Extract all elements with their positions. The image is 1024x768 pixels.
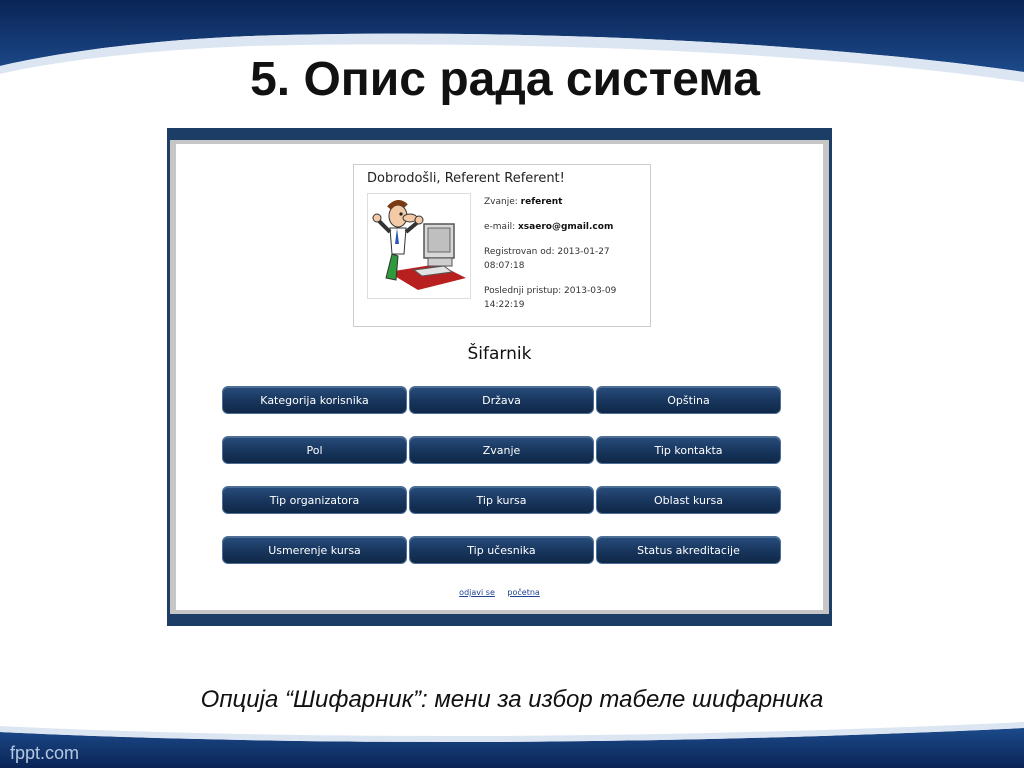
btn-kategorija-korisnika[interactable]: Kategorija korisnika (222, 386, 407, 414)
footer-links (176, 588, 823, 597)
btn-opstina[interactable]: Opština (596, 386, 781, 414)
user-title-row (484, 195, 644, 209)
btn-oblast-kursa[interactable]: Oblast kursa (596, 486, 781, 514)
slide-title: 5. Опис рада система (250, 53, 760, 106)
home-link[interactable]: početna (507, 588, 540, 597)
user-title-value: referent (520, 197, 563, 207)
last-access-label: Poslednji pristup: 2013-03-09 (484, 286, 617, 296)
btn-status-akreditacije[interactable]: Status akreditacije (596, 536, 781, 564)
user-info (484, 195, 644, 323)
btn-tip-ucesnika[interactable]: Tip učesnika (409, 536, 594, 564)
btn-drzava[interactable]: Država (409, 386, 594, 414)
section-title-sifarnik: Šifarnik (467, 344, 532, 364)
user-avatar (367, 193, 471, 299)
user-email-row (484, 220, 644, 234)
user-title-label: Zvanje: (484, 197, 518, 207)
browser-viewport (170, 140, 829, 614)
last-access-time: 14:22:19 (484, 300, 525, 310)
btn-tip-kursa[interactable]: Tip kursa (409, 486, 594, 514)
last-access-row (484, 284, 644, 312)
logout-link[interactable]: odjavi se (459, 588, 495, 597)
app-screenshot (167, 128, 832, 626)
slide-bottom-band (0, 718, 1024, 768)
footer-logo: fppt.com (10, 743, 80, 763)
btn-usmerenje-kursa[interactable]: Usmerenje kursa (222, 536, 407, 564)
registered-time: 08:07:18 (484, 261, 525, 271)
btn-zvanje[interactable]: Zvanje (409, 436, 594, 464)
btn-tip-organizatora[interactable]: Tip organizatora (222, 486, 407, 514)
btn-tip-kontakta[interactable]: Tip kontakta (596, 436, 781, 464)
app-page (176, 144, 823, 610)
slide-caption: Опција “Шифарник”: мени за избор табеле шифарника (200, 686, 824, 713)
registered-row (484, 245, 644, 273)
btn-pol[interactable]: Pol (222, 436, 407, 464)
user-email-label: e-mail: (484, 222, 516, 232)
welcome-panel (353, 164, 651, 327)
welcome-title: Dobrodošli, Referent Referent! (367, 171, 565, 186)
registered-label: Registrovan od: 2013-01-27 (484, 247, 610, 257)
cartoon-user-icon (368, 194, 470, 298)
user-email-value: xsaero@gmail.com (517, 222, 614, 232)
